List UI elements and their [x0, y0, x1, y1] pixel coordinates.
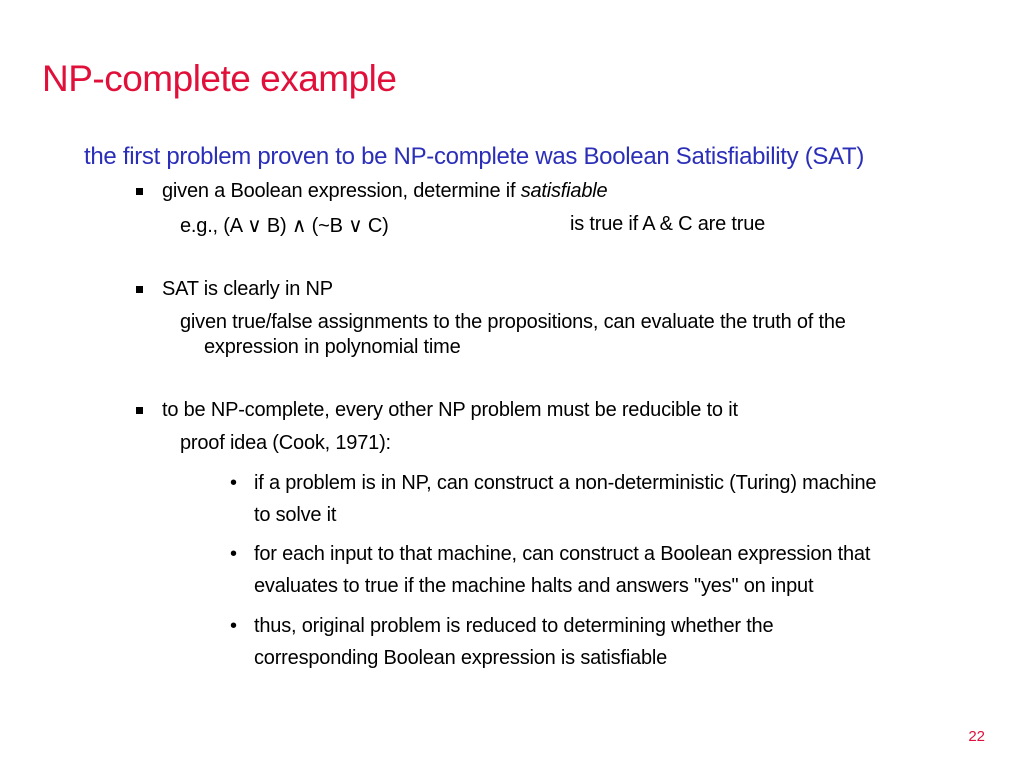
proof-point-2-line-2: evaluates to true if the machine halts and answers "yes" on input	[254, 575, 814, 597]
bullet-1-example-explanation: is true if A & C are true	[570, 213, 766, 235]
round-bullet-icon: •	[230, 472, 238, 494]
round-bullet-icon: •	[230, 615, 238, 637]
bullet-1-text	[162, 180, 607, 203]
bullet-3-sub: proof idea (Cook, 1971):	[180, 432, 391, 454]
square-bullet-icon	[136, 188, 143, 195]
bullet-2-sub-line-1: given true/false assignments to the propositions, can evaluate the truth of the	[180, 311, 846, 333]
page-number: 22	[968, 728, 985, 745]
proof-point-1-line-1: if a problem is in NP, can construct a non-deterministic (Turing) machine	[254, 472, 877, 494]
square-bullet-icon	[136, 407, 143, 414]
proof-point-3-line-1: thus, original problem is reduced to determining whether the	[254, 615, 774, 637]
proof-point-3-line-2: corresponding Boolean expression is satisfiable	[254, 647, 668, 669]
bullet-2-sub-line-2: expression in polynomial time	[204, 336, 461, 358]
bullet-3-text: to be NP-complete, every other NP problem must be reducible to it	[162, 399, 738, 421]
bullet-1-text-main: given a Boolean expression, determine if	[162, 180, 521, 202]
proof-point-1-line-2: to solve it	[254, 504, 337, 526]
square-bullet-icon	[136, 286, 143, 293]
bullet-1-emphasis: satisfiable	[520, 180, 608, 202]
bullet-2-text: SAT is clearly in NP	[162, 278, 333, 300]
slide-title: NP-complete example	[42, 58, 397, 99]
round-bullet-icon: •	[230, 543, 238, 565]
slide-subtitle: the first problem proven to be NP-complete was Boolean Satisfiability (SAT)	[84, 143, 865, 170]
bullet-1-example-expression: e.g., (A ∨ B) ∧ (~B ∨ C)	[180, 215, 389, 237]
proof-point-2-line-1: for each input to that machine, can construct a Boolean expression that	[254, 543, 871, 565]
